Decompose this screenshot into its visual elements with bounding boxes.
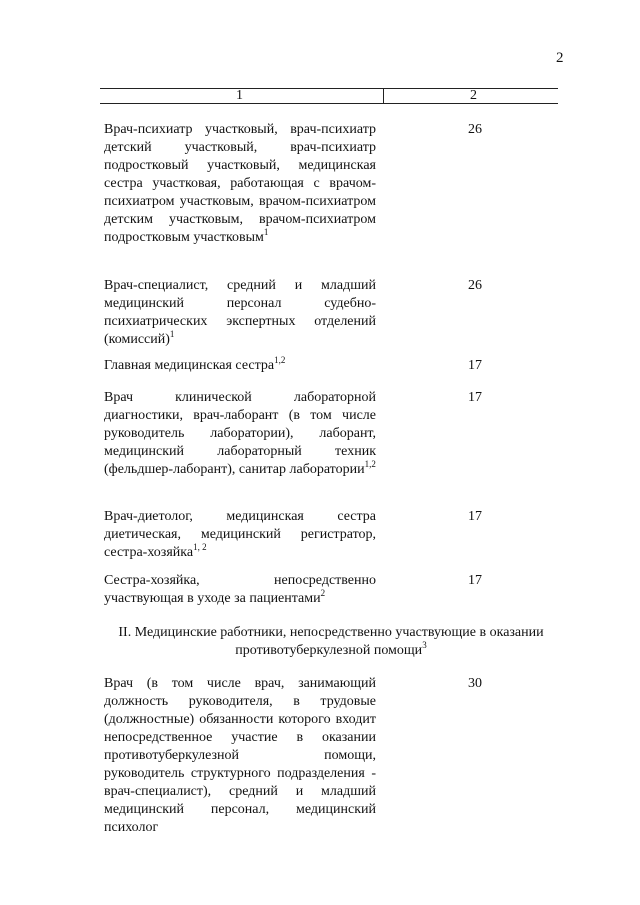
row-value: 26 <box>468 278 482 293</box>
column-divider <box>383 88 384 103</box>
row-value: 17 <box>468 390 482 405</box>
row-value: 17 <box>468 358 482 373</box>
row-label: Врач-психиатр участковый, врач-психиатр детский участковый, врач-психиатр подростковый участковый, медицинская сестра участковая, работающая с врачом-психиатром участковым, врачом-психиатром детским участковым, врачом-психиатром подростковым участковым$^1$ <box>104 122 376 245</box>
table-row <box>104 121 554 247</box>
section-heading: II. Медицинские работники, непосредственно участвующие в оказании противотуберкулезной помощи$^3$ <box>118 625 544 658</box>
table-row <box>104 508 554 562</box>
page-number: 2 <box>556 50 564 66</box>
table-row <box>104 572 554 608</box>
table-header-top-border <box>100 88 558 89</box>
row-label: Сестра-хозяйка, непосредственно участвующая в уходе за пациентами$^2$ <box>104 573 376 606</box>
column-header-2: 2 <box>470 88 477 103</box>
table-row <box>104 277 554 349</box>
row-label: Главная медицинская сестра$^{1,2}$ <box>104 355 286 373</box>
row-label: Врач-специалист, средний и младший медицинский персонал судебно-психиатрических экспертных отделений (комиссий)$^1$ <box>104 278 376 347</box>
table-row <box>104 357 554 375</box>
table-row <box>104 389 554 479</box>
row-label: Врач (в том числе врач, занимающий должность руководителя, в трудовые (должностные) обязанности которого входит непосредственное участие в оказании противотуберкулезной помощи, руководитель структурного подразделения - врач-специалист), средний и младший медицинский персонал, медицинский психолог <box>104 676 376 835</box>
row-value: 17 <box>468 573 482 588</box>
row-label: Врач-диетолог, медицинская сестра диетическая, медицинский регистратор, сестра-хозяйка$^{1, 2}$ <box>104 509 376 560</box>
row-value: 17 <box>468 509 482 524</box>
column-header-1: 1 <box>236 88 243 103</box>
table-header-bottom-border <box>100 103 558 104</box>
row-value: 30 <box>468 676 482 691</box>
row-value: 26 <box>468 122 482 137</box>
row-label: Врач клинической лабораторной диагностики, врач-лаборант (в том числе руководитель лаборатории), лаборант, медицинский лабораторный техник (фельдшер-лаборант), санитар лаборатории$^{1,2}$ <box>104 390 376 477</box>
table-row <box>104 675 554 837</box>
